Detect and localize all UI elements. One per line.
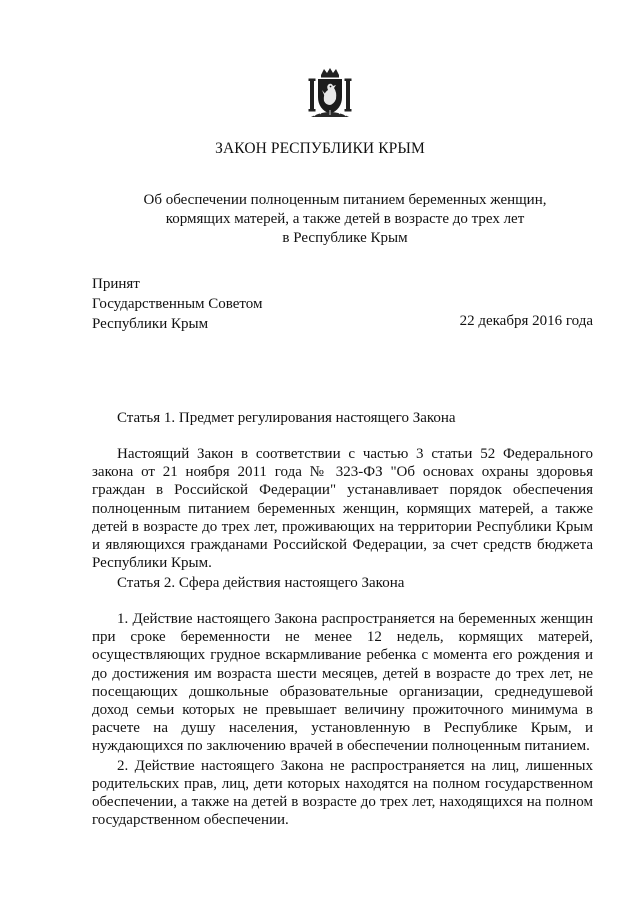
article-paragraph: 2. Действие настоящего Закона не распространяется на лиц, лишенных родительских прав, лиц, дети которых находятся на полном государственном обеспечении, а также на детей в возрасте до трех лет, находящихся на полном государственном обеспечении. [92,757,593,829]
article-1 [92,408,593,572]
adoption-date: 22 декабря 2016 года [459,313,593,329]
article-title: Статья 2. Сфера действия настоящего Закона [117,575,405,591]
crimea-coat-of-arms-icon [305,66,355,118]
document-type-title: ЗАКОН РЕСПУБЛИКИ КРЫМ [215,140,425,157]
document-subject [110,191,580,248]
adoption-line: Республики Крым [92,316,209,332]
article-title: Статья 1. Предмет регулирования настоящего Закона [117,410,456,426]
subject-line: кормящих матерей, а также детей в возрасте до трех лет [165,211,525,227]
adoption-block [92,274,263,334]
subject-line: Об обеспечении полноценным питанием беременных женщин, [143,192,547,208]
article-paragraph: 1. Действие настоящего Закона распространяется на беременных женщин при сроке беременности не менее 12 недель, кормящих матерей, осуществляющих грудное вскармливание ребенка с момента его рождения и до достижения им возраста шести месяцев, детей в возрасте до трех лет, не посещающих дошкольные образовательные организации, среднедушевой доход семьи которых не превышает величину прожиточного минимума в расчете на душу населения, установленную в Республике Крым, и нуждающихся по заключению врачей в обеспечении полноценным питанием. [92,611,593,755]
article-2 [92,573,593,829]
adoption-line: Государственным Советом [92,296,263,312]
article-paragraph: Настоящий Закон в соответствии с частью 3 статьи 52 Федерального закона от 21 ноября 2011 года № 323-ФЗ "Об основах охраны здоровья граждан в Российской Федерации" устанавливает порядок обеспечения полноценным питанием беременных женщин, кормящих матерей, а также детей в возрасте до трех лет, проживающих на территории Республики Крым и являющихся гражданами Российской Федерации, за счет средств бюджета Республики Крым. [92,446,593,572]
subject-line: в Республике Крым [282,230,408,246]
adoption-line: Принят [92,276,140,292]
